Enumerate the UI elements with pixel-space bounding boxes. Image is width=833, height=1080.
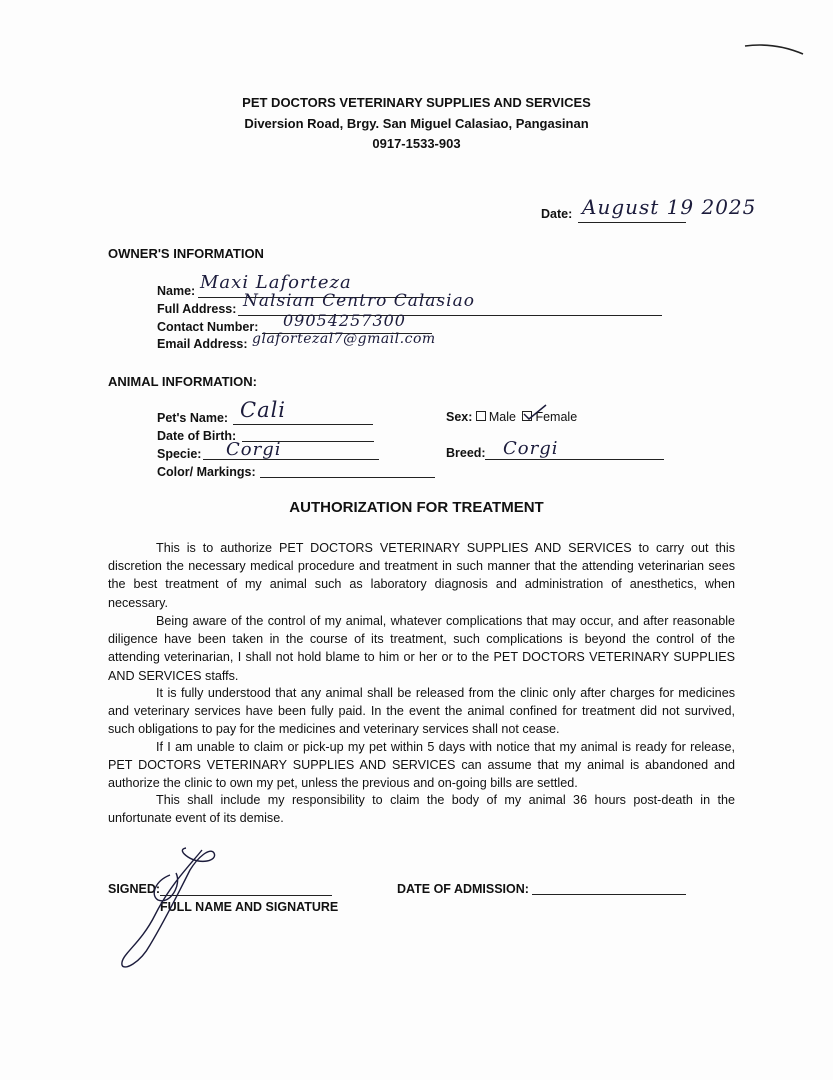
female-option-label: Female <box>535 410 578 424</box>
business-name: PET DOCTORS VETERINARY SUPPLIES AND SERVICES <box>242 95 591 110</box>
breed-value: Corgi <box>503 438 559 459</box>
owner-address-value: Nalsian Centro Calasiao <box>243 291 475 311</box>
dob-label: Date of Birth: <box>157 429 237 443</box>
owner-name-label: Name: <box>157 284 196 298</box>
pet-name-line <box>233 424 373 425</box>
animal-info-heading: ANIMAL INFORMATION: <box>108 374 257 389</box>
authorization-paragraph-1: This is to authorize PET DOCTORS VETERINARY SUPPLIES AND SERVICES to carry out this discretion the necessary medical procedure and treatment in such manner that the attending veterinarian sees the best treatment of my animal such as laboratory diagnosis and administration of anesthetics, when necessary. <box>108 541 735 610</box>
owner-info-heading: OWNER'S INFORMATION <box>108 246 264 261</box>
specie-label: Specie: <box>157 447 202 461</box>
date-of-admission-line <box>532 894 686 895</box>
owner-contact-label: Contact Number: <box>157 320 259 334</box>
owner-email-label: Email Address: <box>157 337 248 351</box>
pet-name-value: Cali <box>240 398 287 422</box>
pet-name-label: Pet's Name: <box>157 411 229 425</box>
business-phone: 0917-1533-903 <box>372 136 461 151</box>
breed-line <box>485 459 664 460</box>
signed-label: SIGNED: <box>108 882 161 896</box>
specie-value: Corgi <box>226 439 282 460</box>
authorization-paragraph-4: If I am unable to claim or pick-up my pet within 5 days with notice that my animal is ready for release, PET DOCTORS VETERINARY SUPPLIES AND SERVICES can assume that my animal is abandoned and authorize the clinic to own my pet, unless the previous and on-going bills are settled. <box>108 740 735 791</box>
male-option-label: Male <box>488 410 516 424</box>
authorization-paragraph-2: Being aware of the control of my animal, whatever complications that may occur, and after reasonable diligence have been taken in the course of its treatment, such complications is beyond the control of the attending veterinarian, I shall not hold blame to him or her or to the PET DOCTORS VETERINARY SUPPLIES AND SERVICES staffs. <box>108 614 735 683</box>
business-address: Diversion Road, Brgy. San Miguel Calasiao, Pangasinan <box>244 116 589 131</box>
owner-name-value: Maxi Laforteza <box>200 272 352 293</box>
owner-address-label: Full Address: <box>157 302 237 316</box>
handwritten-signature <box>110 845 230 975</box>
color-markings-line <box>260 477 435 478</box>
date-of-admission-label: DATE OF ADMISSION: <box>397 882 529 896</box>
date-value: August 19 2025 <box>582 195 757 219</box>
authorization-paragraph-5: This shall include my responsibility to claim the body of my animal 36 hours post-death in the unfortunate event of its demise. <box>108 793 735 826</box>
owner-email-value: glafortezal7@gmail.com <box>252 331 436 347</box>
date-line <box>578 222 686 223</box>
date-label: Date: <box>541 207 573 221</box>
female-check-mark <box>520 402 550 422</box>
male-checkbox[interactable] <box>476 411 486 421</box>
sex-label: Sex: <box>446 410 473 424</box>
pen-mark <box>740 40 810 60</box>
signature-caption: FULL NAME AND SIGNATURE <box>160 900 339 914</box>
color-markings-label: Color/ Markings: <box>157 465 256 479</box>
owner-contact-value: 09054257300 <box>283 311 406 330</box>
authorization-title: AUTHORIZATION FOR TREATMENT <box>289 499 544 516</box>
authorization-paragraph-3: It is fully understood that any animal shall be released from the clinic only after charges for medicines and veterinary services have been fully paid. In the event the animal confined for treatment did not survived, such obligations to pay for the medicines and veterinary services shall not cease. <box>108 686 735 737</box>
breed-label: Breed: <box>446 446 486 460</box>
sex-field <box>446 410 577 424</box>
